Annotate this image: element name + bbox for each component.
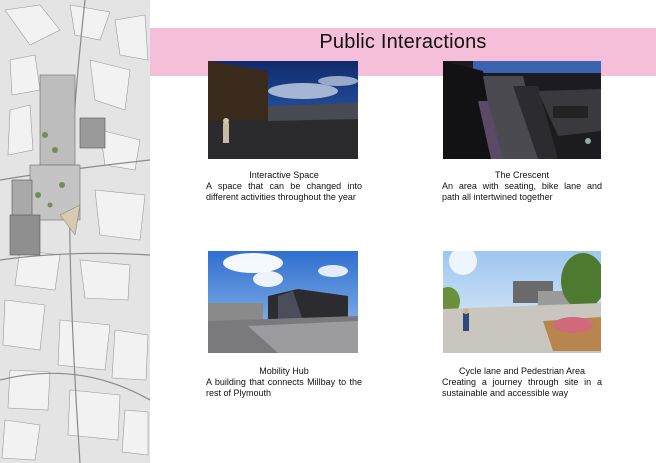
card-title: Cycle lane and Pedestrian Area [458,366,586,376]
card-the-crescent [442,170,602,203]
card-description: A building that connects Millbay to the rest of Plymouth [206,377,362,398]
cycle-lane-render [443,251,601,353]
card-description: Creating a journey through site in a sustainable and accessible way [442,377,602,398]
mobility-hub-render [208,251,358,353]
card-title: The Crescent [494,170,550,180]
interactive-space-render [208,61,358,159]
card-mobility-hub [206,366,362,399]
page-title: Public Interactions [319,30,487,53]
site-plan-map [0,0,150,463]
site-plan-drawing [0,0,150,463]
card-description: A space that can be changed into different activities throughout the year [206,181,362,202]
card-title: Mobility Hub [259,366,309,376]
card-interactive-space [206,170,362,203]
card-cycle-lane [442,366,602,399]
card-description: An area with seating, bike lane and path all intertwined together [442,181,602,202]
card-title: Interactive Space [249,170,319,180]
the-crescent-render [443,61,601,159]
